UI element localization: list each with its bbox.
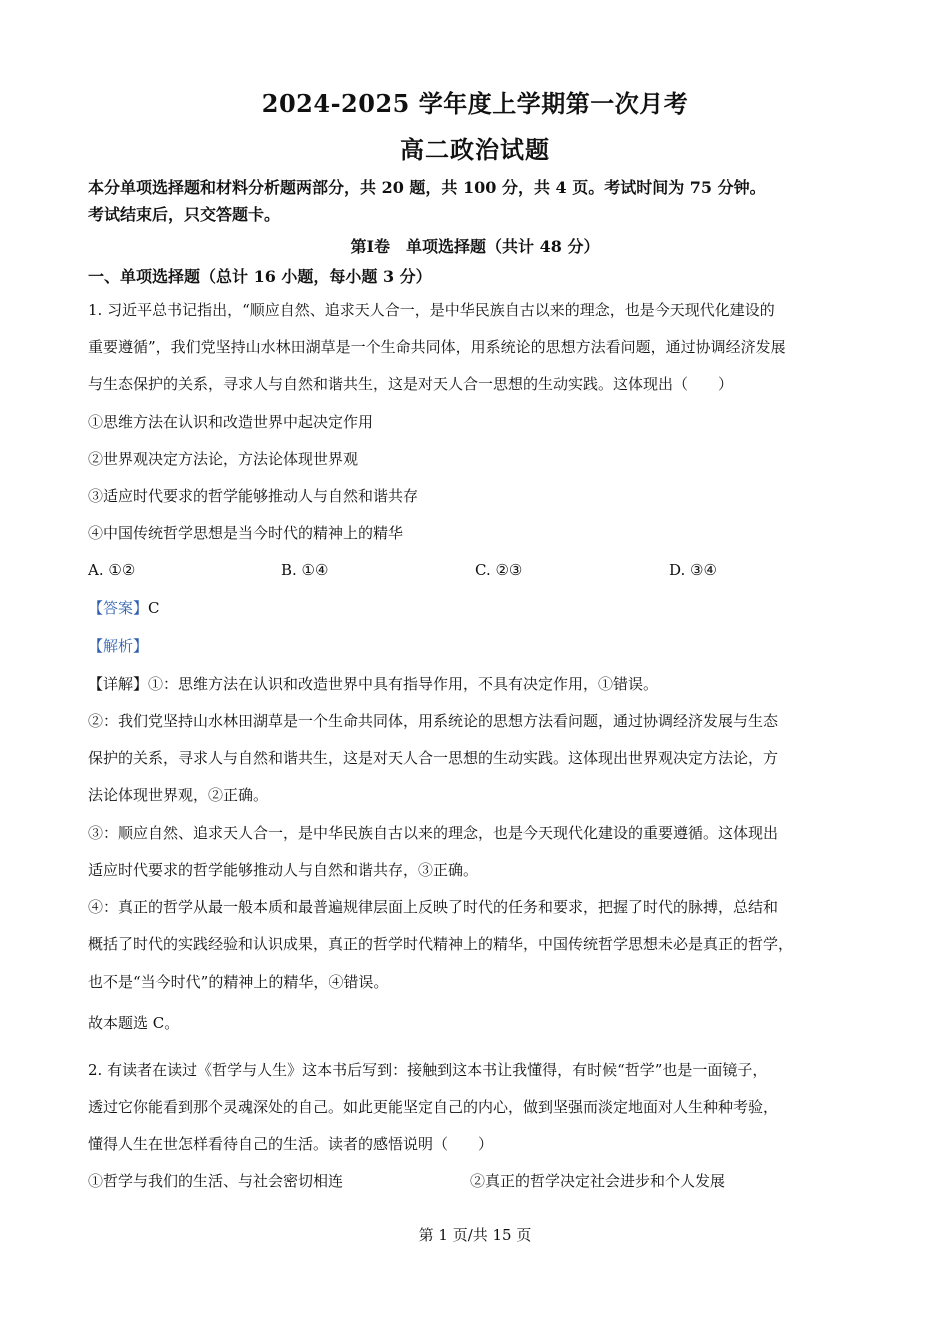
exam-title: 2024-2025 学年度上学期第一次月考: [261, 89, 689, 118]
q1-detail-line: 也不是“当今时代”的精神上的精华，④错误。: [88, 973, 389, 991]
q1-detail-line: 适应时代要求的哲学能够推动人与自然和谐共存，③正确。: [88, 861, 479, 879]
analysis-tag: 【解析】: [88, 637, 149, 655]
q2-stem-line: 透过它你能看到那个灵魂深处的自己。如此更能坚定自己的内心，做到坚强而淡定地面对人生种种考验，: [88, 1098, 779, 1116]
q1-analysis: [88, 635, 148, 656]
q1-option-c: C. ②③: [475, 561, 523, 579]
q1-detail-line: 保护的关系，寻求人与自然和谐共生，这是对天人合一思想的生动实践。这体现出世界观决定方法论，方: [88, 749, 779, 767]
q1-detail-line: [88, 673, 658, 694]
q1-option-b: B. ①④: [281, 561, 329, 579]
exam-instructions-line-2: 考试结束后，只交答题卡。: [88, 205, 281, 224]
q1-option-a: A. ①②: [88, 561, 136, 579]
q1-conclusion: 故本题选 C。: [88, 1014, 180, 1032]
q2-statement: ①哲学与我们的生活、与社会密切相连: [88, 1172, 344, 1190]
q1-detail-line: ③：顺应自然、追求天人合一，是中华民族自古以来的理念，也是今天现代化建设的重要遵循。这体现出: [88, 824, 779, 842]
exam-instructions-line-1: 本分单项选择题和材料分析题两部分，共 20 题，共 100 分，共 4 页。考试时间为 75 分钟。: [88, 178, 766, 197]
q1-stem-line: 1. 习近平总书记指出，“顺应自然、追求天人合一，是中华民族自古以来的理念，也是今天现代化建设的: [88, 301, 775, 319]
answer-tag: 【答案】: [88, 599, 149, 617]
q1-stem-line: 与生态保护的关系，寻求人与自然和谐共生，这是对天人合一思想的生动实践。这体现出（ ）: [88, 375, 734, 393]
q1-detail-line: ②：我们党坚持山水林田湖草是一个生命共同体，用系统论的思想方法看问题，通过协调经济发展与生态: [88, 712, 779, 730]
q1-detail-line: ④：真正的哲学从最一般本质和最普遍规律层面上反映了时代的任务和要求，把握了时代的脉搏，总结和: [88, 898, 779, 916]
page-number: 第 1 页/共 15 页: [418, 1226, 532, 1244]
q1-statement: ③适应时代要求的哲学能够推动人与自然和谐共存: [88, 487, 419, 505]
q2-statement: ②真正的哲学决定社会进步和个人发展: [470, 1172, 726, 1190]
q1-answer: [88, 597, 160, 618]
q1-detail-line: 法论体现世界观，②正确。: [88, 786, 269, 804]
q1-statement: ④中国传统哲学思想是当今时代的精神上的精华: [88, 524, 404, 542]
q1-stem-line: 重要遵循”，我们党坚持山水林田湖草是一个生命共同体，用系统论的思想方法看问题，通过协调经济发展: [88, 338, 786, 356]
q2-stem-line: 2. 有读者在读过《哲学与人生》这本书后写到：接触到这本书让我懂得，有时候“哲学”也是一面镜子，: [88, 1061, 768, 1079]
detail-text: ①：思维方法在认识和改造世界中具有指导作用，不具有决定作用，①错误。: [148, 675, 659, 693]
exam-subtitle: 高二政治试题: [400, 135, 550, 164]
q1-detail-line: 概括了时代的实践经验和认识成果，真正的哲学时代精神上的精华，中国传统哲学思想未必是真正的哲学，: [88, 935, 794, 953]
q2-stem-line: 懂得人生在世怎样看待自己的生活。读者的感悟说明（ ）: [88, 1135, 494, 1153]
section-title: 第Ⅰ卷 单项选择题（共计 48 分）: [350, 237, 600, 256]
q1-statement: ②世界观决定方法论，方法论体现世界观: [88, 450, 359, 468]
q1-option-d: D. ③④: [669, 561, 717, 579]
detail-tag: 【详解】: [88, 675, 149, 693]
q1-statement: ①思维方法在认识和改造世界中起决定作用: [88, 413, 374, 431]
part-heading: 一、单项选择题（总计 16 小题，每小题 3 分）: [88, 267, 432, 286]
answer-value: C: [148, 599, 160, 617]
